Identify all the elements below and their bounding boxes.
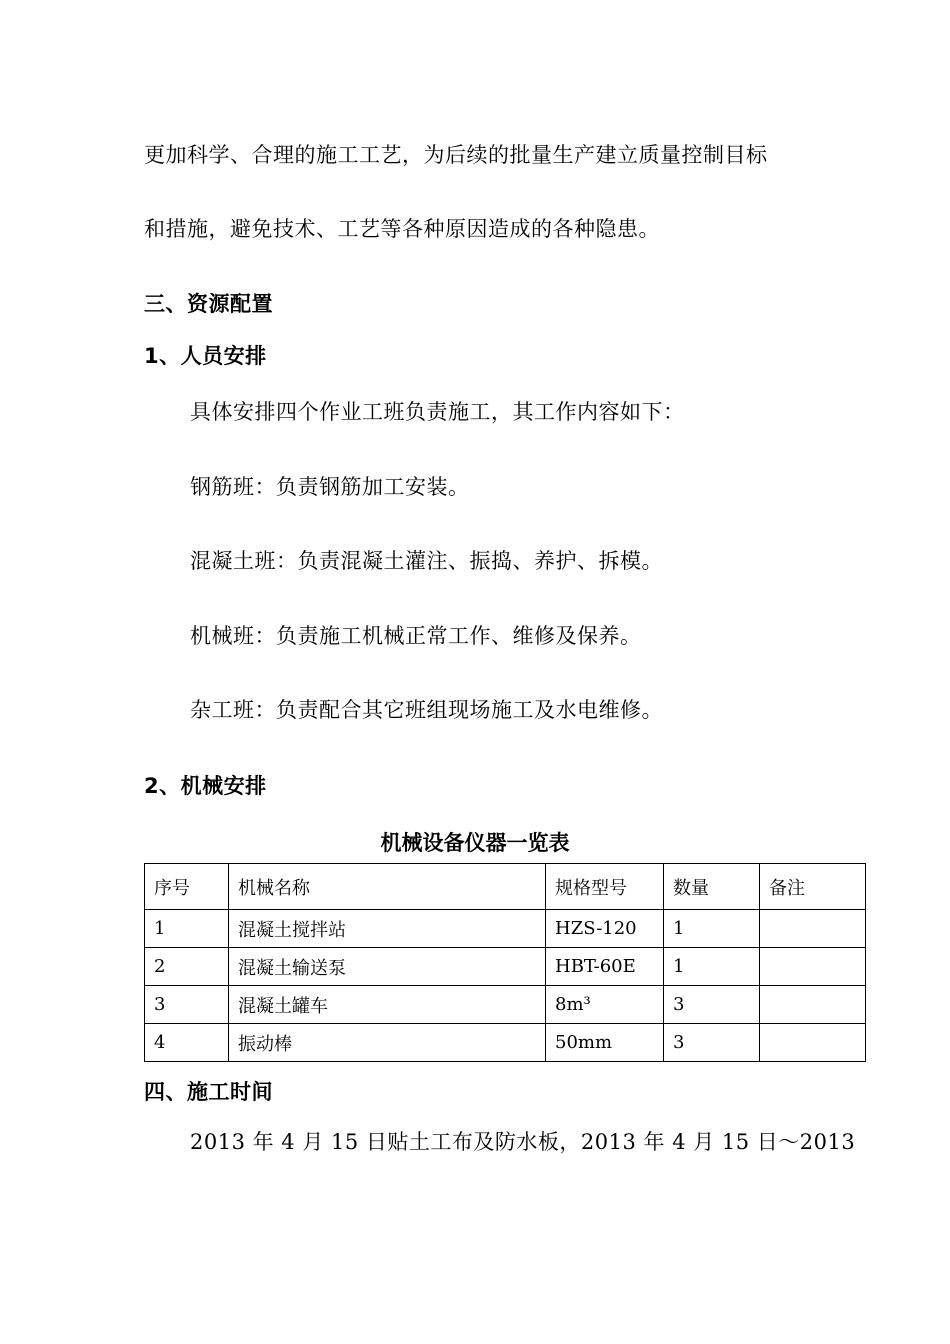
table-title: 机械设备仪器一览表 bbox=[380, 831, 570, 855]
header-cell: 数量 bbox=[664, 864, 760, 910]
table-cell: 1 bbox=[664, 948, 760, 986]
table-cell: 混凝土搅拌站 bbox=[229, 910, 546, 948]
team-line: 机械班：负责施工机械正常工作、维修及保养。 bbox=[190, 624, 642, 648]
table-cell: 1 bbox=[664, 910, 760, 948]
header-cell: 规格型号 bbox=[546, 864, 664, 910]
header-cell: 序号 bbox=[145, 864, 229, 910]
table-row bbox=[145, 910, 866, 948]
table-cell: HZS-120 bbox=[546, 910, 664, 948]
table-cell bbox=[760, 948, 866, 986]
table-row bbox=[145, 986, 866, 1024]
table-header-row bbox=[145, 864, 866, 910]
team-line: 混凝土班：负责混凝土灌注、振捣、养护、拆模。 bbox=[190, 549, 663, 573]
table-cell: 50mm bbox=[546, 1024, 664, 1062]
table-row bbox=[145, 948, 866, 986]
subsection-heading: 2、机械安排 bbox=[144, 774, 267, 798]
team-line: 杂工班：负责配合其它班组现场施工及水电维修。 bbox=[190, 698, 663, 722]
table-cell: 3 bbox=[664, 986, 760, 1024]
table-cell bbox=[760, 986, 866, 1024]
table-cell: 4 bbox=[145, 1024, 229, 1062]
table-cell: HBT-60E bbox=[546, 948, 664, 986]
paragraph-line: 2013 年 4 月 15 日贴土工布及防水板，2013 年 4 月 15 日～2013 bbox=[190, 1130, 856, 1154]
subsection-heading: 1、人员安排 bbox=[144, 344, 267, 368]
header-cell: 机械名称 bbox=[229, 864, 546, 910]
section-heading: 四、施工时间 bbox=[144, 1080, 273, 1104]
table-cell: 3 bbox=[664, 1024, 760, 1062]
team-line: 钢筋班：负责钢筋加工安装。 bbox=[190, 475, 470, 499]
equipment-table bbox=[144, 863, 866, 1062]
table-cell: 振动棒 bbox=[229, 1024, 546, 1062]
paragraph-line: 具体安排四个作业工班负责施工，其工作内容如下： bbox=[190, 400, 685, 424]
table-cell bbox=[760, 910, 866, 948]
paragraph-line: 更加科学、合理的施工工艺，为后续的批量生产建立质量控制目标 bbox=[144, 143, 768, 167]
paragraph-line: 和措施，避免技术、工艺等各种原因造成的各种隐患。 bbox=[144, 217, 660, 241]
table-cell bbox=[760, 1024, 866, 1062]
table-cell: 混凝土罐车 bbox=[229, 986, 546, 1024]
section-heading: 三、资源配置 bbox=[144, 292, 273, 316]
table-cell: 3 bbox=[145, 986, 229, 1024]
table-cell: 混凝土输送泵 bbox=[229, 948, 546, 986]
table-cell: 1 bbox=[145, 910, 229, 948]
header-cell: 备注 bbox=[760, 864, 866, 910]
table-cell: 8m³ bbox=[546, 986, 664, 1024]
table-row bbox=[145, 1024, 866, 1062]
table-cell: 2 bbox=[145, 948, 229, 986]
